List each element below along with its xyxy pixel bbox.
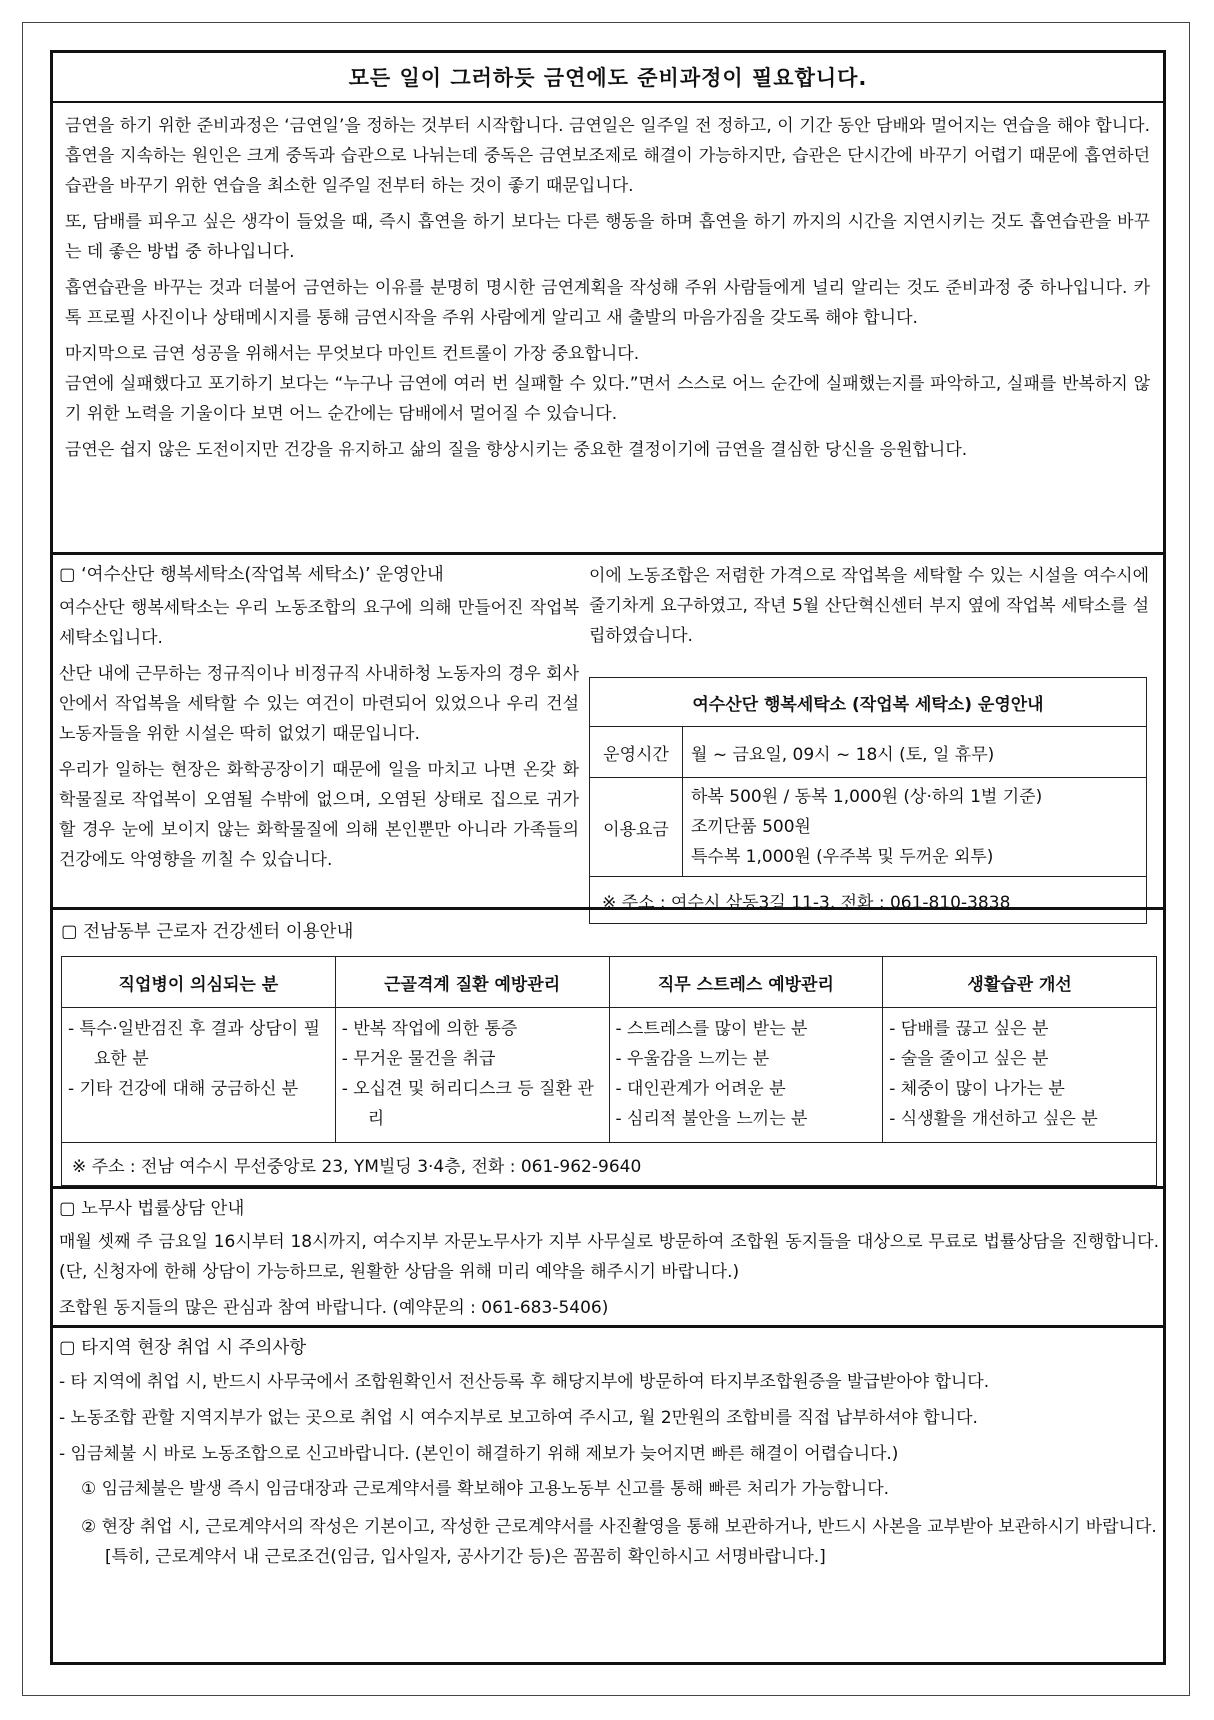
legal-paragraph: 매월 셋째 주 금요일 16시부터 18시까지, 여수지부 자문노무사가 지부 사무실로 방문하여 조합원 동지들을 대상으로 무료로 법률상담을 진행합니다. (단, 신청자에 한해 상담이 가능하므로, 원활한 상담을 위해 미리 예약을 해주시기 바랍니다.)	[59, 1232, 1159, 1282]
smoking-paragraph: 마지막으로 금연 성공을 위해서는 무엇보다 마인트 컨트롤이 가장 중요합니다.	[65, 344, 640, 364]
laundry-heading: ▢ ‘여수산단 행복세탁소(작업복 세탁소)’ 운영안내	[59, 565, 444, 585]
numbered-note: ① 임금체불은 발생 즉시 임금대장과 근로계약서를 확보해야 고용노동부 신고를 통해 빠른 처리가 가능합니다.	[81, 1479, 890, 1499]
laundry-address: ※ 주소 : 여수시 삼동3길 11-3, 전화 : 061-810-3838	[590, 877, 1147, 924]
fee-line: 조끼단품 500원	[691, 817, 811, 837]
smoking-title: 모든 일이 그러하듯 금연에도 준비과정이 필요합니다.	[53, 53, 1163, 103]
notice-item: - 노동조합 관할 지역지부가 없는 곳으로 취업 시 여수지부로 보고하여 주시고, 월 2만원의 조합비를 직접 납부하셔야 합니다.	[59, 1408, 978, 1428]
health-item: - 우울감을 느끼는 분	[615, 1049, 770, 1069]
fee-label: 이용요금	[590, 778, 683, 877]
legal-section	[53, 1189, 1163, 1325]
health-col-header: 직무 스트레스 예방관리	[609, 957, 883, 1008]
health-col-items	[335, 1008, 609, 1143]
notice-item: - 임금체불 시 바로 노동조합으로 신고바랍니다. (본인이 해결하기 위해 제보가 늦어지면 빠른 해결이 어렵습니다.)	[59, 1444, 899, 1464]
laundry-right-paragraph: 이에 노동조합은 저렴한 가격으로 작업복을 세탁할 수 있는 시설을 여수시에 줄기차게 요구하였고, 작년 5월 산단혁신센터 부지 옆에 작업복 세탁소를 설립하였습니다.	[589, 566, 1149, 646]
laundry-paragraph: 여수산단 행복세탁소는 우리 노동조합의 요구에 의해 만들어진 작업복 세탁소입니다.	[59, 598, 579, 648]
health-item: - 담배를 끊고 싶은 분	[889, 1019, 1049, 1039]
health-col-items	[609, 1008, 883, 1143]
health-item: - 심리적 불안을 느끼는 분	[615, 1109, 808, 1129]
health-col-header: 직업병이 의심되는 분	[62, 957, 336, 1008]
health-address: ※ 주소 : 전남 여수시 무선중앙로 23, YM빌딩 3·4층, 전화 : 061-962-9640	[62, 1143, 1157, 1186]
laundry-info-table	[589, 677, 1147, 924]
hours-value: 월 ~ 금요일, 09시 ~ 18시 (토, 일 휴무)	[683, 727, 1147, 778]
health-center-table	[61, 956, 1157, 1186]
health-col-header: 근골격계 질환 예방관리	[335, 957, 609, 1008]
notice-item: - 타 지역에 취업 시, 반드시 사무국에서 조합원확인서 전산등록 후 해당지부에 방문하여 타지부조합원증을 발급받아야 합니다.	[59, 1372, 990, 1392]
health-item: - 무거운 물건을 취급	[341, 1049, 496, 1069]
numbered-note: ② 현장 취업 시, 근로계약서의 작성은 기본이고, 작성한 근로계약서를 사진촬영을 통해 보관하거나, 반드시 사본을 교부받아 보관하시기 바랍니다. [특히, 근로계약서 내 근로조건(임금, 입사일자, 공사기간 등)은 꼼꼼히 확인하시고 서명바랍니다.]	[81, 1517, 1157, 1567]
other-region-heading: ▢ 타지역 현장 취업 시 주의사항	[59, 1338, 307, 1358]
smoking-body	[65, 111, 1150, 465]
hours-label: 운영시간	[590, 727, 683, 778]
laundry-paragraph: 산단 내에 근무하는 정규직이나 비정규직 사내하청 노동자의 경우 회사 안에서 작업복을 세탁할 수 있는 여건이 마련되어 있었으나 우리 건설노동자들을 위한 시설은 딱히 없었기 때문입니다.	[59, 664, 579, 744]
smoking-paragraph: 또, 담배를 피우고 싶은 생각이 들었을 때, 즉시 흡연을 하기 보다는 다른 행동을 하며 흡연을 하기 까지의 시간을 지연시키는 것도 흡연습관을 바꾸는 데 좋은 방법 중 하나입니다.	[65, 212, 1150, 262]
health-item: - 스트레스를 많이 받는 분	[615, 1019, 808, 1039]
smoking-paragraph: 흡연습관을 바꾸는 것과 더불어 금연하는 이유를 분명히 명시한 금연계획을 작성해 주위 사람들에게 널리 알리는 것도 준비과정 중 하나입니다. 카톡 프로필 사진이나 상태메시지를 통해 금연시작을 주위 사람에게 알리고 새 출발의 마음가짐을 갖도록 해야 합니다.	[65, 278, 1150, 328]
newsletter-frame	[50, 50, 1166, 1665]
health-item: - 대인관계가 어려운 분	[615, 1079, 786, 1099]
smoking-section	[53, 53, 1163, 552]
legal-paragraph: 조합원 동지들의 많은 관심과 참여 바랍니다. (예약문의 : 061-683-5406)	[59, 1298, 609, 1318]
health-heading: ▢ 전남동부 근로자 건강센터 이용안내	[61, 922, 354, 942]
smoking-paragraph: 금연에 실패했다고 포기하기 보다는 “누구나 금연에 여러 번 실패할 수 있다.”면서 스스로 어느 순간에 실패했는지를 파악하고, 실패를 반복하지 않기 위한 노력을 기울이다 보면 어느 순간에는 담배에서 멀어질 수 있습니다.	[65, 374, 1150, 424]
other-region-section	[53, 1328, 1163, 1662]
health-item: - 기타 건강에 대해 궁금하신 분	[68, 1079, 299, 1099]
health-section	[53, 910, 1163, 1186]
health-item: - 식생활을 개선하고 싶은 분	[889, 1109, 1098, 1129]
fee-line: 특수복 1,000원 (우주복 및 두꺼운 외투)	[691, 847, 994, 867]
laundry-left-column	[59, 561, 579, 875]
laundry-paragraph: 우리가 일하는 현장은 화학공장이기 때문에 일을 마치고 나면 온갖 화학물질로 작업복이 오염될 수밖에 없으며, 오염된 상태로 집으로 귀가할 경우 눈에 보이지 않는 화학물질에 의해 본인뿐만 아니라 가족들의 건강에도 악영향을 끼칠 수 있습니다.	[59, 760, 579, 870]
health-col-header: 생활습관 개선	[883, 957, 1157, 1008]
fee-line: 하복 500원 / 동복 1,000원 (상·하의 1벌 기준)	[691, 787, 1043, 807]
smoking-paragraph: 금연은 쉽지 않은 도전이지만 건강을 유지하고 삶의 질을 향상시키는 중요한 결정이기에 금연을 결심한 당신을 응원합니다.	[65, 440, 968, 460]
fee-values	[683, 778, 1147, 877]
laundry-right-column	[589, 561, 1149, 924]
health-col-items	[62, 1008, 336, 1143]
laundry-section	[53, 555, 1163, 913]
health-item: - 오십견 및 허리디스크 등 질환 관리	[341, 1079, 594, 1129]
smoking-paragraph: 금연을 하기 위한 준비과정은 ‘금연일’을 정하는 것부터 시작합니다. 금연일은 일주일 전 정하고, 이 기간 동안 담배와 멀어지는 연습을 해야 합니다. 흡연을 지속하는 원인은 크게 중독과 습관으로 나뉘는데 중독은 금연보조제로 해결이 가능하지만, 습관은 단시간에 바꾸기 어렵기 때문에 흡연하던 습관을 바꾸기 위한 연습을 최소한 일주일 전부터 하는 것이 좋기 때문입니다.	[65, 116, 1150, 196]
health-col-items	[883, 1008, 1157, 1143]
legal-heading: ▢ 노무사 법률상담 안내	[59, 1199, 245, 1219]
laundry-table-title: 여수산단 행복세탁소 (작업복 세탁소) 운영안내	[590, 678, 1147, 727]
health-item: - 반복 작업에 의한 통증	[341, 1019, 518, 1039]
health-item: - 체중이 많이 나가는 분	[889, 1079, 1065, 1099]
health-item: - 특수·일반검진 후 결과 상담이 필요한 분	[68, 1019, 321, 1069]
health-item: - 술을 줄이고 싶은 분	[889, 1049, 1049, 1069]
